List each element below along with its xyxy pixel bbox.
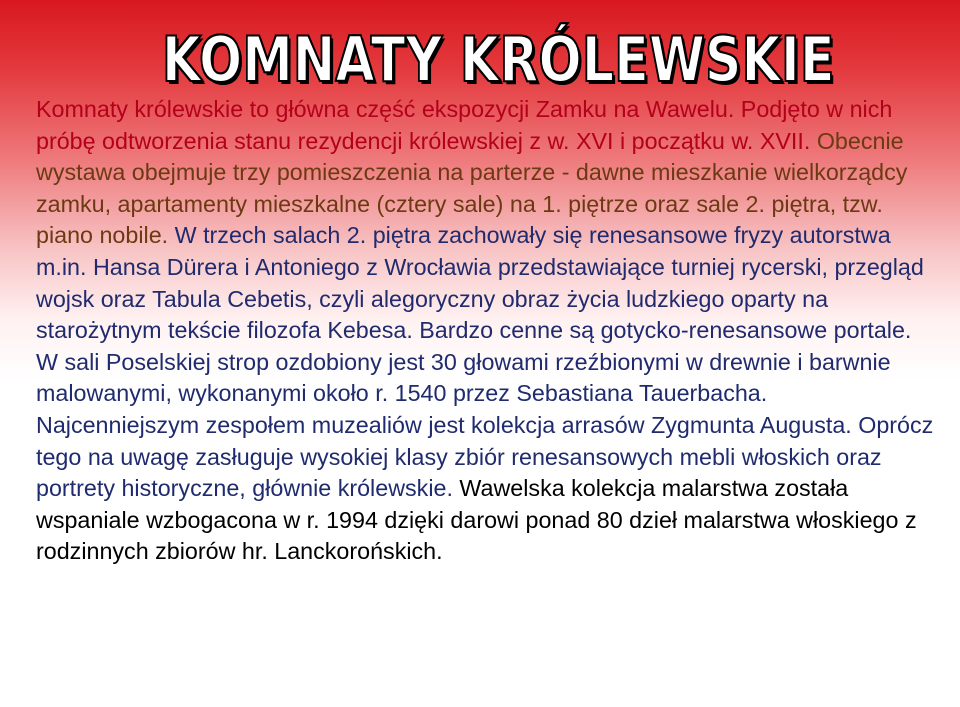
paragraph-segment-collection: Wawelska kolekcja malarstwa została wspaniale wzbogacona w r. 1994 dzięki darowi ponad 80 dzieł malarstwa włoskiego z rodzinnych zbiorów hr. Lanckorońskich.: [36, 475, 917, 565]
body-paragraph: [36, 94, 936, 568]
paragraph-segment-exhibition: Obecnie wystawa obejmuje trzy pomieszczenia na parterze - dawne mieszkanie wielkorządcy zamku, apartamenty mieszkalne (cztery sale) na 1. piętrze oraz sale 2. piętra, tzw. piano nobile.: [36, 127, 908, 249]
slide-title: KOMNATY KRÓLEWSKIE: [161, 23, 835, 96]
paragraph-segment-intro: Komnaty królewskie to główna część ekspozycji Zamku na Wawelu. Podjęto w nich próbę odtworzenia stanu rezydencji królewskiej z w. XVI i początku w. XVII.: [36, 96, 893, 154]
paragraph-segment-friezes: W trzech salach 2. piętra zachowały się renesansowe fryzy autorstwa m.in. Hansa Dürera i Antoniego z Wrocławia przedstawiające turniej rycerski, przegląd wojsk oraz Tabula Cebetis, czyli alegoryczny obraz życia ludzkiego oparty na starożytnym tekście filozofa Kebesa. Bardzo cenne są gotycko-renesansowe portale. W sali Poselskiej strop ozdobiony jest 30 głowami rzeźbionymi w drewnie i barwnie malowanymi, wykonanymi około r. 1540 przez Sebastiana Tauerbacha. Najcenniejszym zespołem muzealiów jest kolekcja arrasów Zygmunta Augusta. Oprócz tego na uwagę zasługuje wysokiej klasy zbiór renesansowych mebli włoskich oraz portrety historyczne, głównie królewskie.: [36, 222, 934, 502]
